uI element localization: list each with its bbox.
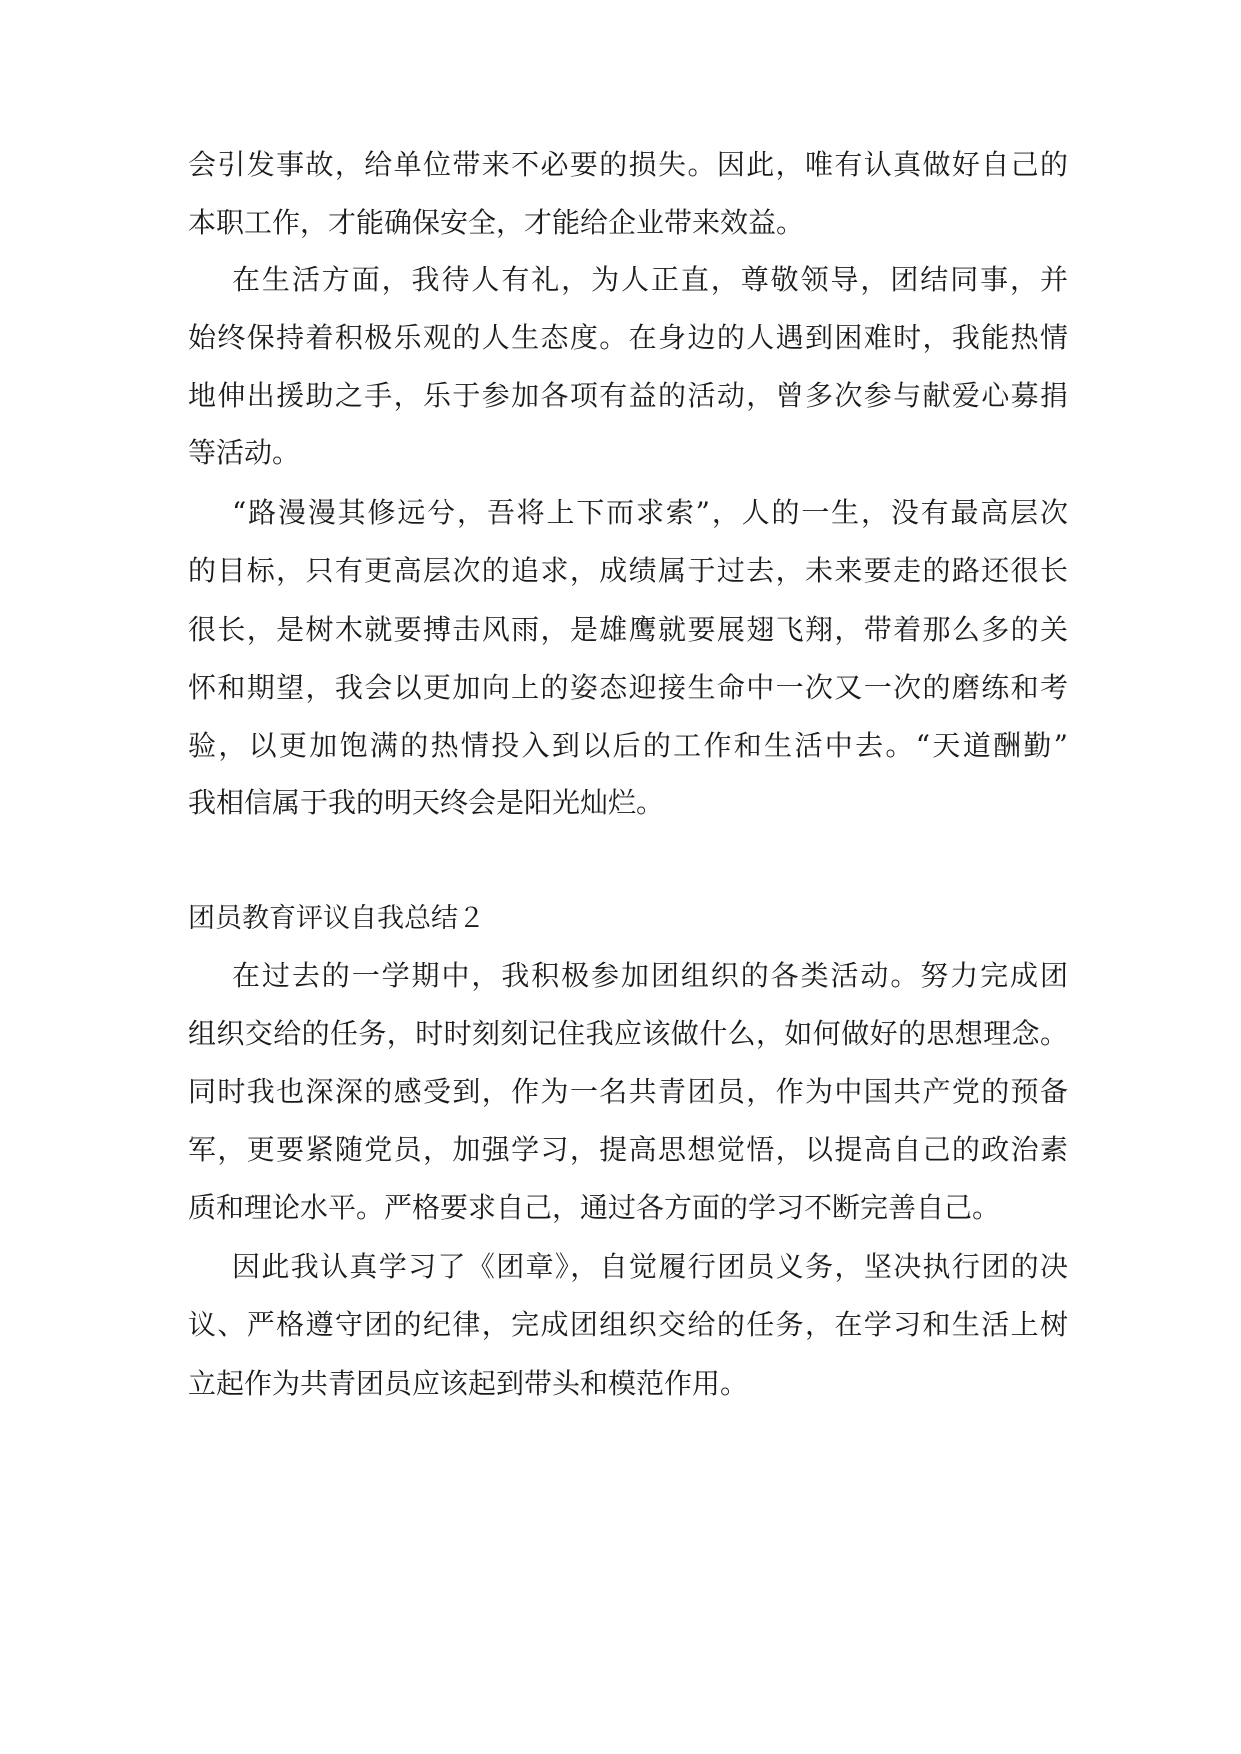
paragraph-line: 会引发事故，给单位带来不必要的损失。因此，唯有认真做好自己的: [188, 148, 1068, 181]
paragraph-line: 同时我也深深的感受到，作为一名共青团员，作为中国共产党的预备: [188, 1075, 1068, 1108]
paragraph-line: 质和理论水平。严格要求自己，通过各方面的学习不断完善自己。: [188, 1191, 1001, 1224]
paragraph-line: 始终保持着积极乐观的人生态度。在身边的人遇到困难时，我能热情: [188, 321, 1068, 354]
paragraph-line: 因此我认真学习了《团章》，自觉履行团员义务，坚决执行团的决: [232, 1250, 1068, 1283]
paragraph-line: 组织交给的任务，时时刻刻记住我应该做什么，如何做好的思想理念。: [188, 1017, 1068, 1050]
paragraph-line: 立起作为共青团员应该起到带头和模范作用。: [188, 1367, 749, 1400]
paragraph-line: 怀和期望，我会以更加向上的姿态迎接生命中一次又一次的磨练和考: [188, 671, 1068, 704]
paragraph-line: 验，以更加饱满的热情投入到以后的工作和生活中去。“天道酬勤”: [188, 729, 1068, 762]
paragraph-line: 议、严格遵守团的纪律，完成团组织交给的任务，在学习和生活上树: [188, 1308, 1068, 1341]
paragraph-line: 地伸出援助之手，乐于参加各项有益的活动，曾多次参与献爱心募捐: [188, 379, 1068, 412]
paragraph-line: 我相信属于我的明天终会是阳光灿烂。: [188, 786, 665, 819]
paragraph-line: 等活动。: [188, 436, 301, 469]
paragraph-line: 军，更要紧随党员，加强学习，提高思想觉悟，以提高自己的政治素: [188, 1133, 1068, 1166]
paragraph-line: 很长，是树木就要搏击风雨，是雄鹰就要展翅飞翔，带着那么多的关: [188, 613, 1068, 646]
paragraph-line: “路漫漫其修远兮，吾将上下而求索”，人的一生，没有最高层次: [232, 496, 1068, 529]
paragraph-line: 在生活方面，我待人有礼，为人正直，尊敬领导，团结同事，并: [232, 263, 1068, 296]
paragraph-line: 的目标，只有更高层次的追求，成绩属于过去，未来要走的路还很长: [188, 554, 1068, 587]
paragraph-line: 本职工作，才能确保安全，才能给企业带来效益。: [188, 206, 805, 239]
section-heading: 团员教育评议自我总结２: [188, 903, 485, 934]
paragraph-line: 在过去的一学期中，我积极参加团组织的各类活动。努力完成团: [232, 959, 1068, 992]
